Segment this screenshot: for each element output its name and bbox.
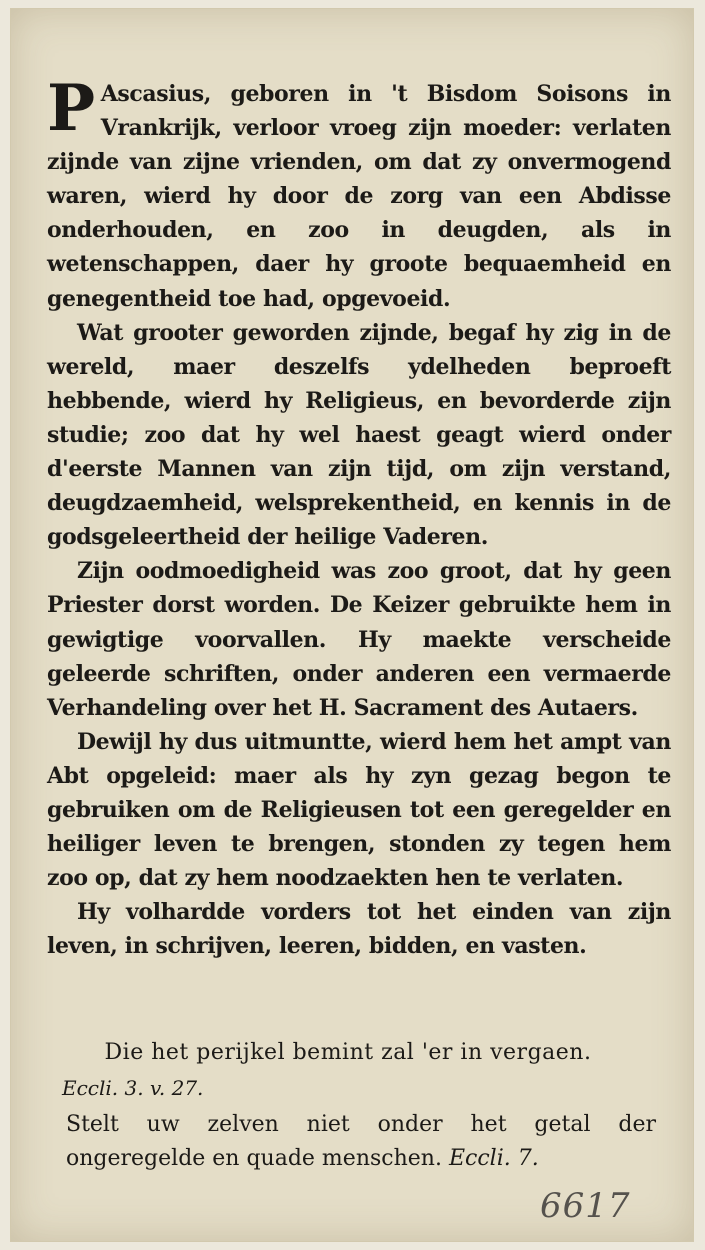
paragraph-5: Hy volhardde vorders tot het einden van zijn leven, in schrijven, leeren, bidden, en vasten. — [47, 899, 671, 960]
drop-cap: P — [47, 71, 95, 146]
paragraph-1 — [47, 71, 671, 316]
paragraph-4: Dewijl hy dus uitmuntte, wierd hem het ampt van Abt opgeleid: maer als hy zyn gezag begon te gebruiken om de Religieusen tot een geregelder en heiliger leven te brengen, stonden zy tegen hem zoo op, dat zy hem noodzaekten hen te verlaten. — [47, 728, 671, 892]
motto-reference: Eccli. 3. v. 27. — [62, 1076, 204, 1100]
main-text — [47, 71, 671, 963]
closing-reference: Eccli. 7. — [448, 1146, 539, 1171]
paragraph-3: Zijn oodmoedigheid was zoo groot, dat hy geen Priester dorst worden. De Keizer gebruikte hem in gewigtige voorvallen. Hy maekte verscheide geleerde schriften, onder anderen een vermaerde Verhandeling over het H. Sacrament des Autaers. — [47, 558, 671, 721]
paragraph-2: Wat grooter geworden zijnde, begaf hy zig in de wereld, maer deszelfs ydelheden beproeft hebbende, wierd hy Religieus, en bevorderde zijn studie; zoo dat hy wel haest geagt wierd onder d'eerste Mannen van zijn tijd, om zijn verstand, deugdzaemheid, welsprekentheid, en kennis in de godsgeleertheid der heilige Vaderen. — [47, 319, 671, 551]
closing-exhortation — [66, 1108, 656, 1176]
archive-number: 6617 — [540, 1186, 631, 1226]
paragraph-1-text: Ascasius, geboren in 't Bisdom Soisons in Vrankrijk, verloor vroeg zijn moeder: verlaten zijnde van zijne vrienden, om dat zy onvermogend waren, wierd hy door de zorg van een Abdisse onderhouden, en zoo in deugden, als in wetenschappen, daer hy groote bequaemheid en genegentheid toe had, opgevoeid. — [47, 81, 671, 312]
motto: Die het perijkel bemint zal 'er in vergaen. — [104, 1040, 592, 1065]
closing-text: Stelt uw zelven niet onder het getal der ongeregelde en quade menschen. — [66, 1112, 656, 1171]
